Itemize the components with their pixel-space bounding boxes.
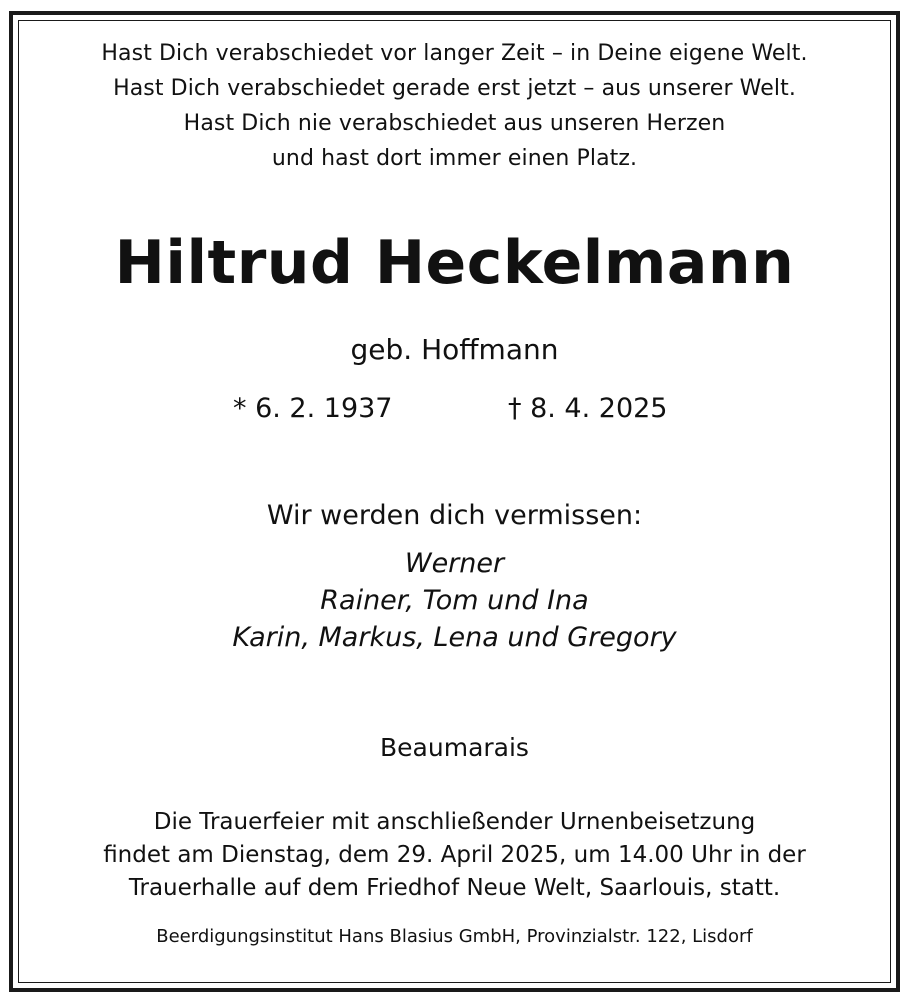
memorial-poem xyxy=(24,36,885,176)
mourners-heading: Wir werden dich vermissen: xyxy=(266,500,643,531)
undertaker-info: Beerdigungsinstitut Hans Blasius GmbH, Provinzialstr. 122, Lisdorf xyxy=(156,926,753,947)
birth-name: geb. Hoffmann xyxy=(350,333,559,366)
service-line: Die Trauerfeier mit anschließender Urnenbeisetzung xyxy=(153,809,756,835)
poem-line: Hast Dich verabschiedet gerade erst jetzt – aus unserer Welt. xyxy=(113,76,796,101)
service-line: Trauerhalle auf dem Friedhof Neue Welt, Saarlouis, statt. xyxy=(128,875,781,901)
deceased-name: Hiltrud Heckelmann xyxy=(114,228,795,298)
place-name: Beaumarais xyxy=(380,733,529,762)
mourner-line: Werner xyxy=(404,548,505,579)
service-line: findet am Dienstag, dem 29. April 2025, um 14.00 Uhr in der xyxy=(103,842,806,868)
mourner-line: Karin, Markus, Lena und Gregory xyxy=(232,622,677,653)
birth-date: * 6. 2. 1937 xyxy=(233,393,393,424)
mourners-list xyxy=(24,545,885,656)
death-date: † 8. 4. 2025 xyxy=(508,393,668,424)
poem-line: Hast Dich verabschiedet vor langer Zeit – in Deine eigene Welt. xyxy=(101,41,808,66)
funeral-service-info xyxy=(24,806,885,905)
poem-line: und hast dort immer einen Platz. xyxy=(271,146,638,171)
mourner-line: Rainer, Tom und Ina xyxy=(320,585,589,616)
poem-line: Hast Dich nie verabschiedet aus unseren Herzen xyxy=(183,111,726,136)
